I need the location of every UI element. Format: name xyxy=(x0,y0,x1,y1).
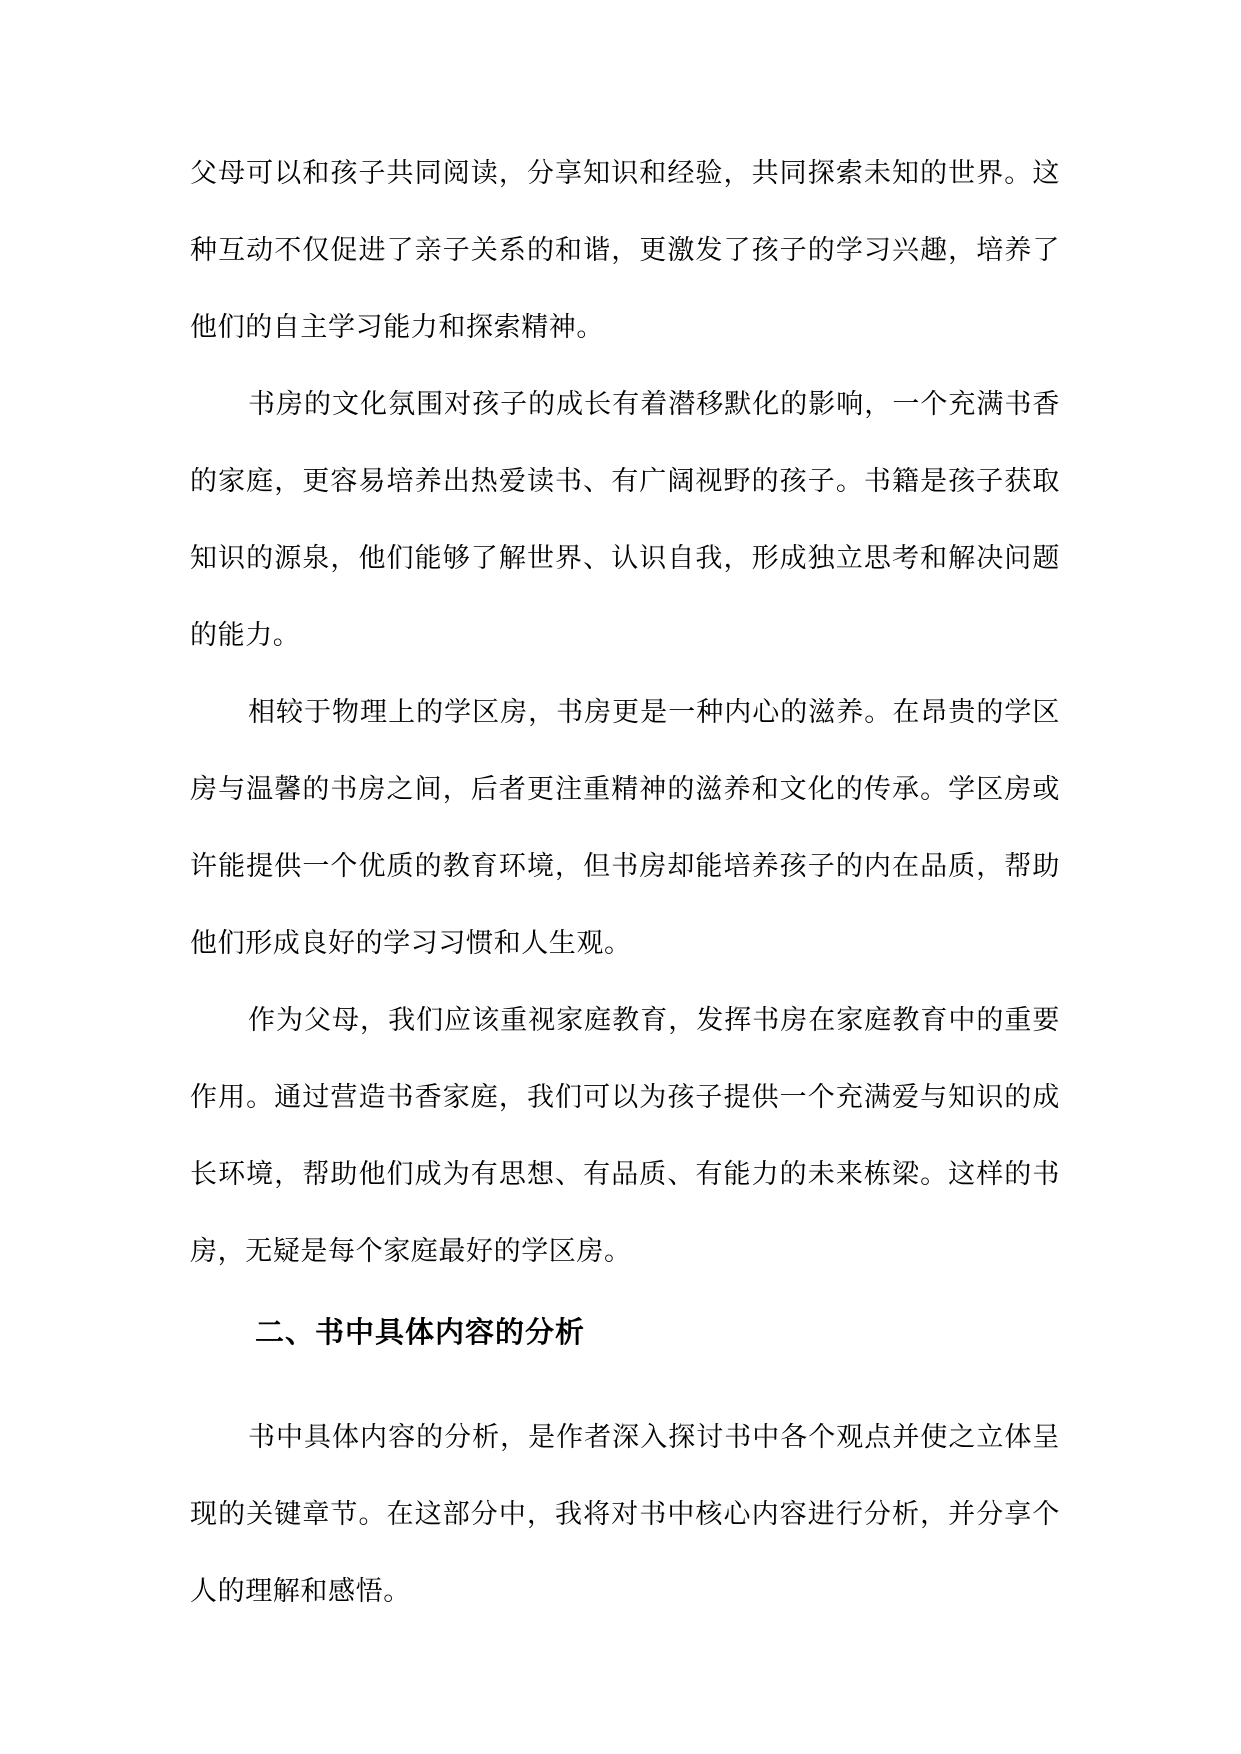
paragraph-parents-role: 作为父母，我们应该重视家庭教育，发挥书房在家庭教育中的重要作用。通过营造书香家庭，我们可以为孩子提供一个充满爱与知识的成长环境，帮助他们成为有思想、有品质、有能力的未来栋梁。这样的书房，无疑是每个家庭最好的学区房。 xyxy=(190,1005,1060,1267)
paragraph-school-district-comparison: 相较于物理上的学区房，书房更是一种内心的滋养。在昂贵的学区房与温馨的书房之间，后者更注重精神的滋养和文化的传承。学区房或许能提供一个优质的教育环境，但书房却能培养孩子的内在品质，帮助他们形成良好的学习习惯和人生观。 xyxy=(190,697,1060,959)
paragraph-study-atmosphere: 书房的文化氛围对孩子的成长有着潜移默化的影响，一个充满书香的家庭，更容易培养出热爱读书、有广阔视野的孩子。书籍是孩子获取知识的源泉，他们能够了解世界、认识自我，形成独立思考和解决问题的能力。 xyxy=(190,389,1060,651)
paragraph-continuation: 父母可以和孩子共同阅读，分享知识和经验，共同探索未知的世界。这种互动不仅促进了亲子关系的和谐，更激发了孩子的学习兴趣，培养了他们的自主学习能力和探索精神。 xyxy=(190,158,1060,343)
paragraph-section-intro: 书中具体内容的分析，是作者深入探讨书中各个观点并使之立体呈现的关键章节。在这部分中，我将对书中核心内容进行分析，并分享个人的理解和感悟。 xyxy=(190,1422,1060,1607)
section-heading: 二、书中具体内容的分析 xyxy=(255,1315,586,1349)
